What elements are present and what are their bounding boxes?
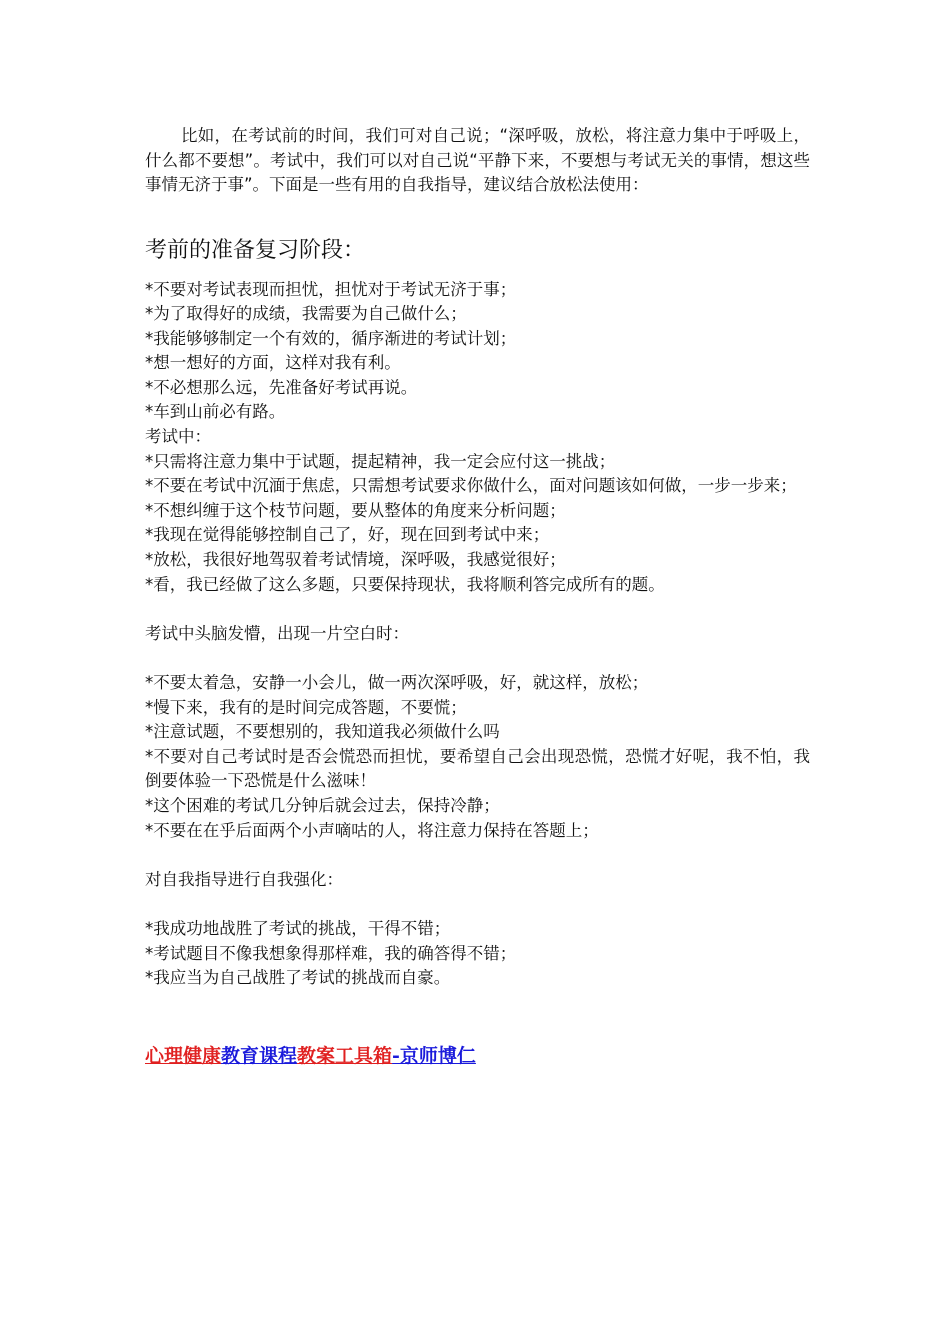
list-item: *放松，我很好地驾驭着考试情境，深呼吸，我感觉很好； [145, 550, 566, 570]
list-item: *车到山前必有路。 [145, 402, 286, 422]
list-item: *不要在在乎后面两个小声嘀咕的人，将注意力保持在答题上； [145, 820, 599, 840]
list-item: *考试题目不像我想象得那样难，我的确答得不错； [145, 943, 517, 963]
list-item: *我能够够制定一个有效的，循序渐进的考试计划； [145, 328, 517, 348]
list-item: *不要太着急，安静一小会儿，做一两次深呼吸，好，就这样，放松； [145, 673, 649, 692]
list-item: *我现在觉得能够控制自己了，好，现在回到考试中来； [145, 525, 550, 545]
footer-link-group [145, 1041, 810, 1068]
section-heading-during-exam: 考试中： [145, 427, 211, 447]
document-content [145, 124, 810, 1068]
section-heading-reinforcement: 对自我指导进行自我强化： [145, 869, 343, 889]
list-item: *注意试题，不要想别的，我知道我必须做什么吗 [145, 722, 500, 742]
section-heading-preparation: 考前的准备复习阶段： [145, 237, 366, 263]
list-item: *想一想好的方面，这样对我有利。 [145, 353, 401, 373]
list-item: *不要对自己考试时是否会慌恐而担忧，要希望自己会出现恐慌，恐慌才好呢，我不怕，我倒要体验一下恐慌是什么滋味！ [145, 746, 810, 791]
spacer [145, 892, 810, 917]
spacer [145, 646, 810, 671]
list-item: *这个困难的考试几分钟后就会过去，保持冷静； [145, 795, 500, 815]
section-heading-blank-mind: 考试中头脑发懵，出现一片空白时： [145, 623, 409, 643]
footer-link-education-course[interactable]: 教育课程 [221, 1044, 298, 1067]
list-item: *不想纠缠于这个枝节问题，要从整体的角度来分析问题； [145, 500, 566, 520]
footer-link-mental-health[interactable]: 心理健康 [145, 1044, 222, 1067]
footer-link-lesson-toolbox[interactable]: 教案工具箱 [297, 1044, 393, 1067]
list-item: *我应当为自己战胜了考试的挑战而自豪。 [145, 968, 451, 988]
list-item: *为了取得好的成绩，我需要为自己做什么； [145, 304, 467, 324]
spacer [145, 597, 810, 622]
footer-link-jingshi-boren[interactable]: -京师博仁 [392, 1044, 476, 1067]
list-item: *不要在考试中沉湎于焦虑，只需想考试要求你做什么，面对问题该如何做，一步一步来； [145, 476, 797, 496]
list-item: *不要对考试表现而担忧，担忧对于考试无济于事； [145, 279, 517, 299]
list-item: *只需将注意力集中于试题，提起精神，我一定会应付这一挑战； [145, 451, 616, 471]
list-item: *慢下来，我有的是时间完成答题，不要慌； [145, 697, 467, 717]
intro-paragraph: 比如，在考试前的时间，我们可对自己说；“深呼吸，放松，将注意力集中于呼吸上，什么都不要想”。考试中，我们可以对自己说“平静下来，不要想与考试无关的事情，想这些事情无济于事”。下面是一些有用的自我指导，建议结合放松法使用： [145, 126, 810, 194]
list-item: *我成功地战胜了考试的挑战，干得不错； [145, 918, 451, 938]
spacer [145, 843, 810, 868]
list-item: *看，我已经做了这么多题，只要保持现状，我将顺利答完成所有的题。 [145, 574, 665, 594]
list-item: *不必想那么远，先准备好考试再说。 [145, 377, 418, 397]
